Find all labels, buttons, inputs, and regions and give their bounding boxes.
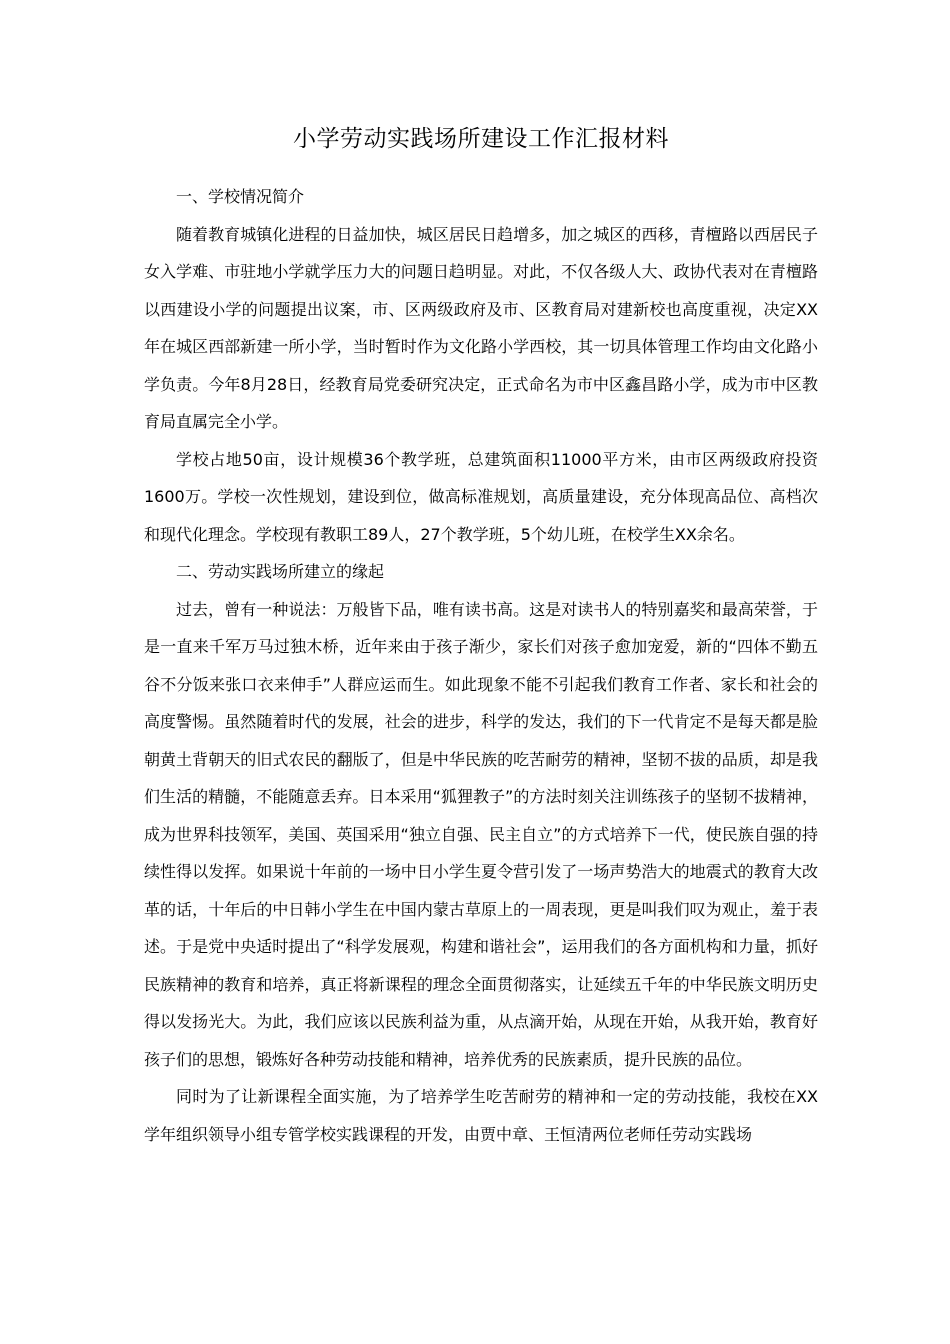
document-body xyxy=(144,178,818,1153)
section-heading-1: 一、学校情况简介 xyxy=(176,187,305,206)
section-heading-2: 二、劳动实践场所建立的缘起 xyxy=(176,562,385,581)
paragraph: 随着教育城镇化进程的日益加快，城区居民日趋增多，加之城区的西移，青檀路以西居民子女入学难、市驻地小学就学压力大的问题日趋明显。对此，不仅各级人大、政协代表对在青檀路以西建设小学的问题提出议案，市、区两级政府及市、区教育局对建新校也高度重视，决定XX年在城区西部新建一所小学，当时暂时作为文化路小学西校，其一切具体管理工作均由文化路小学负责。今年8月28日，经教育局党委研究决定，正式命名为市中区鑫昌路小学，成为市中区教育局直属完全小学。 xyxy=(144,224,818,431)
paragraph: 同时为了让新课程全面实施，为了培养学生吃苦耐劳的精神和一定的劳动技能，我校在XX学年组织领导小组专管学校实践课程的开发，由贾中章、王恒清两位老师任劳动实践场 xyxy=(144,1087,818,1144)
paragraph: 过去，曾有一种说法：万般皆下品，唯有读书高。这是对读书人的特别嘉奖和最高荣誉，于是一直来千军万马过独木桥，近年来由于孩子渐少，家长们对孩子愈加宠爱，新的“四体不勤五谷不分饭来张口衣来伸手”人群应运而生。如此现象不能不引起我们教育工作者、家长和社会的高度警惕。虽然随着时代的发展，社会的进步，科学的发达，我们的下一代肯定不是每天都是脸朝黄土背朝天的旧式农民的翻版了，但是中华民族的吃苦耐劳的精神，坚韧不拔的品质，却是我们生活的精髓，不能随意丢弃。日本采用“狐狸教子”的方法时刻关注训练孩子的坚韧不拔精神，成为世界科技领军，美国、英国采用“独立自强、民主自立”的方式培养下一代，使民族自强的持续性得以发挥。如果说十年前的一场中日小学生夏令营引发了一场声势浩大的地震式的教育大改革的话，十年后的中日韩小学生在中国内蒙古草原上的一周表现，更是叫我们叹为观止，羞于表述。于是党中央适时提出了“科学发展观，构建和谐社会”，运用我们的各方面机构和力量，抓好民族精神的教育和培养，真正将新课程的理念全面贯彻落实，让延续五千年的中华民族文明历史得以发扬光大。为此，我们应该以民族利益为重，从点滴开始，从现在开始，从我开始，教育好孩子们的思想，锻炼好各种劳动技能和精神，培养优秀的民族素质，提升民族的品位。 xyxy=(144,599,818,1069)
document-title: 小学劳动实践场所建设工作汇报材料 xyxy=(293,126,669,152)
paragraph: 学校占地50亩，设计规模36个教学班，总建筑面积11000平方米，由市区两级政府投资1600万。学校一次性规划，建设到位，做高标准规划，高质量建设，充分体现高品位、高档次和现代化理念。学校现有教职工89人，27个教学班，5个幼儿班，在校学生XX余名。 xyxy=(144,449,818,544)
